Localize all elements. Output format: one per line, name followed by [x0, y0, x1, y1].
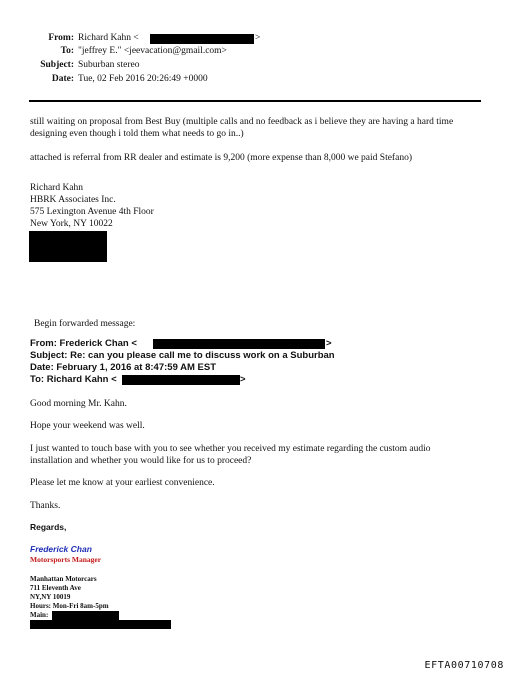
- to-value: "jeffrey E." <jeevacation@gmail.com>: [78, 46, 227, 56]
- forward-subject-line: Subject: Re: can you please call me to discuss work on a Suburban: [30, 350, 335, 361]
- header-divider: [29, 100, 481, 102]
- header-to-row: [0, 46, 400, 58]
- forward-to-suffix: >: [240, 374, 246, 385]
- to-label: To:: [60, 46, 74, 56]
- redaction-from-email: [150, 34, 254, 44]
- from-value: Richard Kahn <: [78, 33, 139, 43]
- chan-company: Manhattan Motorcars: [30, 575, 97, 583]
- chan-title: Motorsports Manager: [30, 555, 102, 564]
- subject-label: Subject:: [40, 60, 74, 70]
- redaction-phone-line2: [30, 620, 171, 629]
- subject-value: Suburban stereo: [78, 60, 140, 70]
- forward-line2: Hope your weekend was well.: [30, 421, 145, 431]
- redaction-forward-to-email: [122, 375, 240, 385]
- from-label: From:: [48, 33, 74, 43]
- chan-main-label: Main:: [30, 611, 49, 619]
- signature-address: 575 Lexington Avenue 4th Floor: [30, 207, 154, 217]
- redaction-forward-from-email: [153, 339, 325, 349]
- redaction-phone-line1: [52, 611, 119, 620]
- chan-hours: Hours: Mon-Fri 8am-5pm: [30, 602, 109, 610]
- chan-regards: Regards,: [30, 522, 67, 532]
- header-subject-row: [0, 60, 400, 72]
- header-from-row: [0, 33, 400, 45]
- forward-greeting: Good morning Mr. Kahn.: [30, 399, 127, 409]
- chan-city: NY,NY 10019: [30, 593, 71, 601]
- forward-thanks: Thanks.: [30, 501, 61, 511]
- forward-para3-line1: I just wanted to touch base with you to see whether you received my estimate regarding the custom audio: [30, 444, 431, 454]
- forward-to-line: [30, 374, 117, 385]
- email-header: [0, 33, 400, 89]
- forward-from-text: From: Frederick Chan <: [30, 338, 137, 349]
- date-value: Tue, 02 Feb 2016 20:26:49 +0000: [78, 74, 208, 84]
- chan-name: Frederick Chan: [30, 544, 92, 554]
- header-date-row: [0, 74, 400, 86]
- message-para1-line2: designing even though i told them what needs to go in..): [30, 129, 244, 139]
- from-suffix: >: [255, 33, 261, 43]
- forward-from-suffix: >: [326, 338, 332, 349]
- forward-line4: Please let me know at your earliest convenience.: [30, 478, 215, 488]
- document-id: EFTA00710708: [424, 660, 504, 671]
- forward-intro: Begin forwarded message:: [34, 319, 136, 329]
- message-para1-line1: still waiting on proposal from Best Buy (multiple calls and no feedback as i believe they are having a hard time: [30, 117, 454, 127]
- forward-para3-line2: installation and whether you would like for us to proceed?: [30, 456, 252, 466]
- chan-street: 711 Eleventh Ave: [30, 584, 81, 592]
- redaction-signature-block: [29, 231, 107, 262]
- signature-company: HBRK Associates Inc.: [30, 195, 116, 205]
- signature-city: New York, NY 10022: [30, 219, 113, 229]
- signature-name: Richard Kahn: [30, 183, 84, 193]
- message-para2: attached is referral from RR dealer and estimate is 9,200 (more expense than 8,000 we paid Stefano): [30, 153, 412, 163]
- forward-to-text: To: Richard Kahn <: [30, 374, 117, 385]
- date-label: Date:: [51, 74, 74, 84]
- forward-date-line: Date: February 1, 2016 at 8:47:59 AM EST: [30, 362, 217, 373]
- forward-from-line: [30, 338, 137, 349]
